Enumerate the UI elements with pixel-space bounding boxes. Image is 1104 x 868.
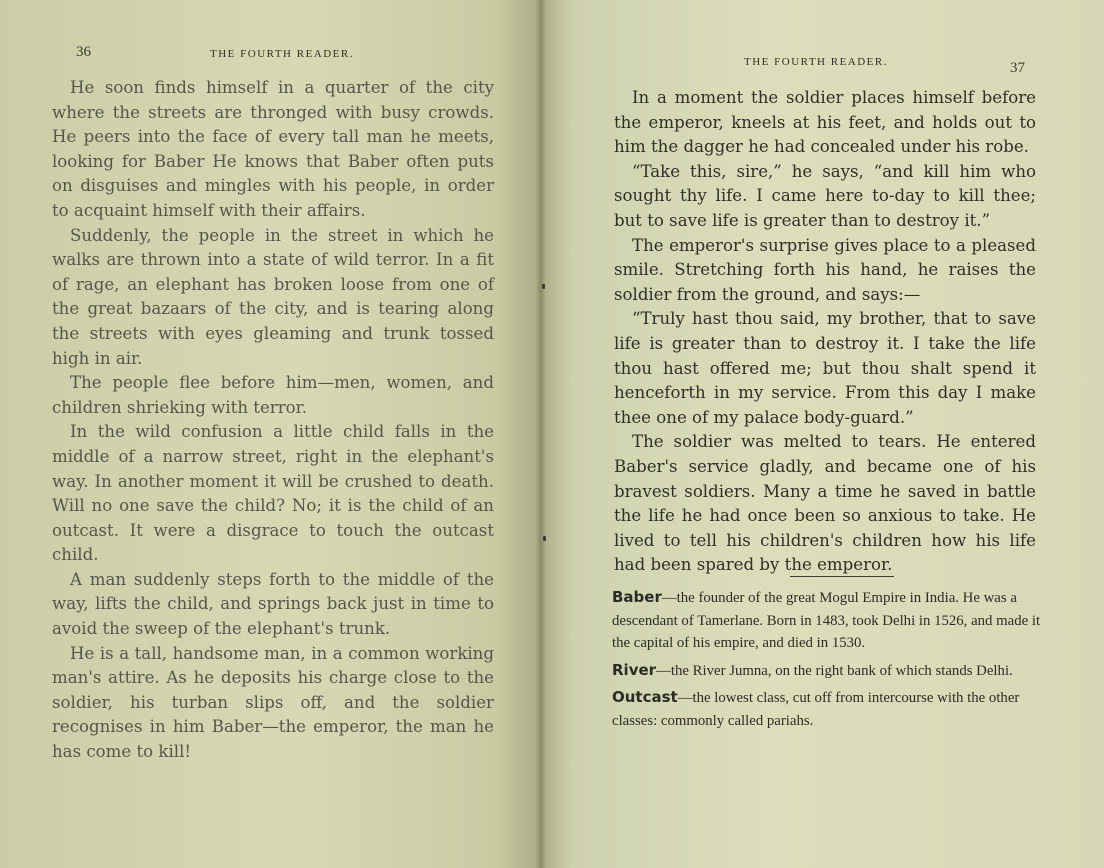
left-paragraph-4: In the wild confusion a little child falls in the middle of a narrow street, right in the elephant's way. In another moment it will be crushed to death. Will no one save the child? No; it is the child of an outcast. It were a disgrace to touch the outcast child. bbox=[52, 422, 494, 565]
left-paragraph-5: A man suddenly steps forth to the middle of the way, lifts the child, and springs back just in time to avoid the sweep of the elephant's trunk. bbox=[52, 569, 494, 639]
footnote-term: Outcast bbox=[612, 688, 678, 706]
left-paragraph-2: Suddenly, the people in the street in which he walks are thrown into a state of wild terror. In a fit of rage, an elephant has broken loose from one of the great bazaars of the city, and is tearing along the streets with eyes gleaming and trunk tossed high in air. bbox=[52, 225, 494, 368]
notes-divider bbox=[790, 576, 894, 577]
paper-speck bbox=[542, 284, 545, 289]
right-paragraph-1: In a moment the soldier places himself before the emperor, kneels at his feet, and holds out to him the dagger he had concealed under his robe. bbox=[614, 88, 1036, 157]
footnote-outcast bbox=[612, 686, 1058, 732]
footnotes bbox=[612, 586, 1058, 736]
footnote-term: Baber bbox=[612, 588, 662, 606]
left-page bbox=[0, 0, 540, 868]
footnote-term: River bbox=[612, 660, 657, 679]
footnote-text: —the River Jumna, on the right bank of which stands Delhi. bbox=[656, 662, 1013, 679]
left-body-text bbox=[52, 76, 494, 765]
right-paragraph-4: “Truly hast thou said, my brother, that to save life is greater than to destroy it. I take the life thou hast offered me; but thou shalt spend it henceforth in my service. From this day I make thee one of my palace body-guard.” bbox=[614, 309, 1036, 427]
book-gutter bbox=[536, 0, 546, 868]
left-page-number: 36 bbox=[76, 44, 91, 60]
right-body-text bbox=[614, 86, 1036, 578]
footnote-river bbox=[612, 659, 1058, 683]
right-paragraph-3: The emperor's surprise gives place to a pleased smile. Stretching forth his hand, he raises the soldier from the ground, and says:— bbox=[614, 235, 1036, 304]
paper-speck bbox=[543, 536, 546, 541]
left-paragraph-3: The people flee before him—men, women, and children shrieking with terror. bbox=[52, 373, 494, 417]
right-paragraph-2: “Take this, sire,” he says, “and kill him who sought thy life. I came here to-day to kill thee; but to save life is greater than to destroy it.” bbox=[614, 161, 1036, 230]
right-paragraph-5: The soldier was melted to tears. He entered Baber's service gladly, and became one of his bravest soldiers. Many a time he saved in battle the life he had once been so anxious to take. He lived to tell his children's children how his life had been spared by the emperor. bbox=[614, 432, 1036, 575]
footnote-text: —the lowest class, cut off from intercourse with the other classes: commonly called pariahs. bbox=[612, 690, 1020, 729]
left-paragraph-1: He soon finds himself in a quarter of the city where the streets are thronged with busy crowds. He peers into the face of every tall man he meets, looking for Baber He knows that Baber often puts on disguises and mingles with his people, in order to acquaint himself with their affairs. bbox=[52, 78, 494, 220]
left-paragraph-6: He is a tall, handsome man, in a common working man's attire. As he deposits his charge close to the soldier, his turban slips off, and the soldier recognises in him Baber—the emperor, the man he has come to kill! bbox=[52, 643, 494, 762]
footnote-baber bbox=[612, 586, 1058, 655]
footnote-text: —the founder of the great Mogul Empire in India. He was a descendant of Tamerlane. Born in 1483, took Delhi in 1526, and made it the capital of his empire, and died in 1530. bbox=[612, 590, 1041, 651]
right-running-head: THE FOURTH READER. bbox=[744, 56, 888, 68]
left-running-head: THE FOURTH READER. bbox=[210, 48, 354, 60]
right-page-number: 37 bbox=[1010, 60, 1025, 76]
